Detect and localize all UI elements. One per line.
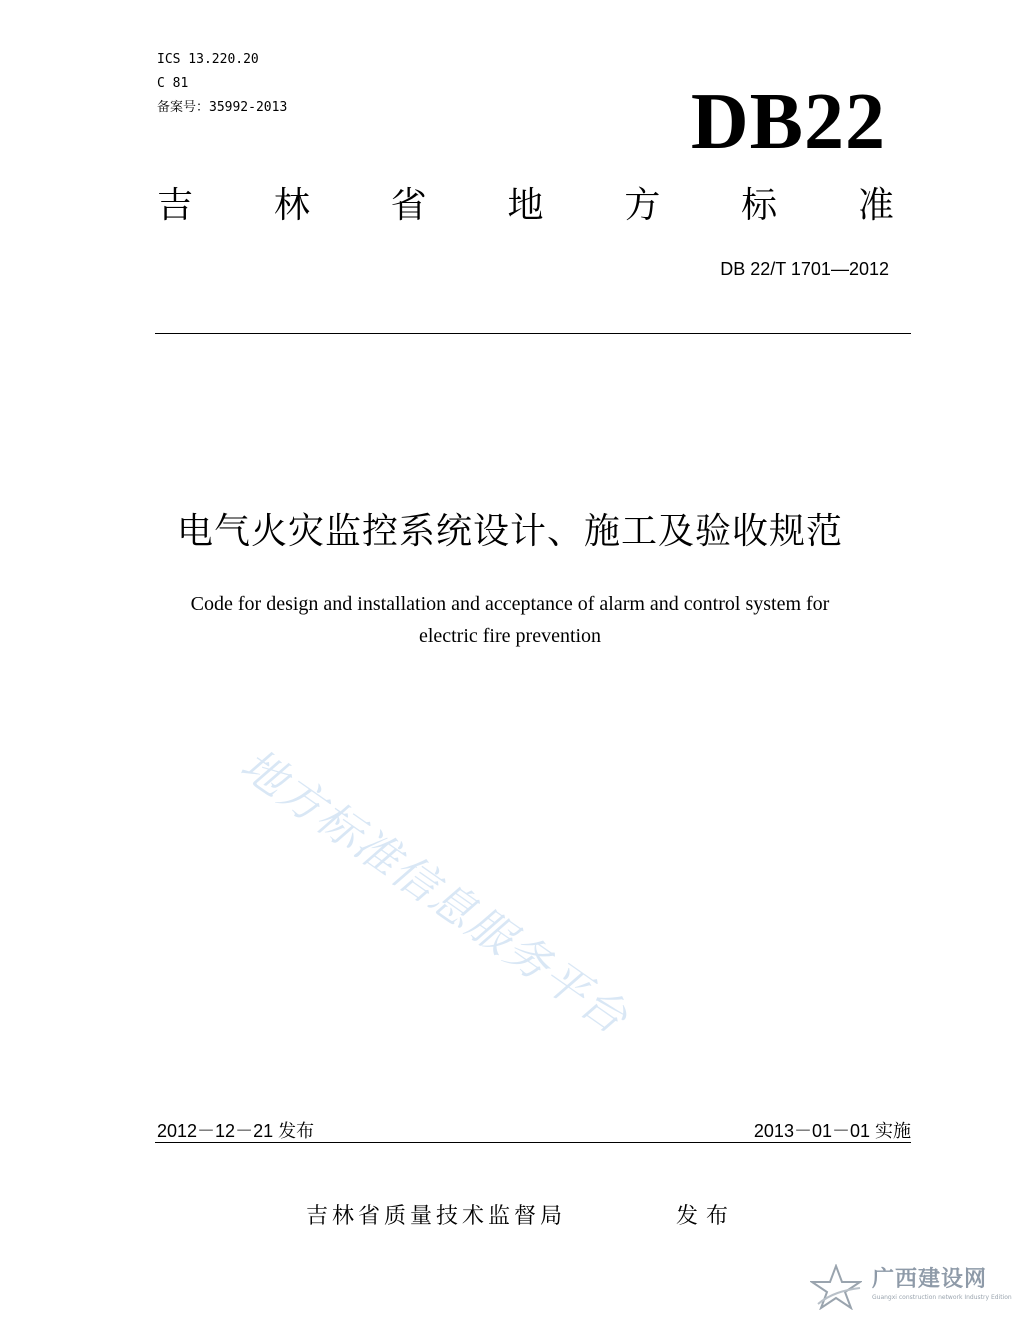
record-number: 备案号：35992-2013	[157, 100, 288, 115]
ics-code: ICS 13.220.20	[157, 52, 259, 67]
date-divider	[155, 1142, 911, 1143]
ccs-code: C 81	[157, 76, 189, 91]
standard-type-char: 方	[624, 185, 661, 226]
standard-type-char: 省	[390, 185, 427, 226]
issue-date: 2012－12－21 发布	[157, 1121, 315, 1141]
title-english-line-1: Code for design and installation and acceptance of alarm and control system for	[190, 593, 830, 615]
standard-type-char: 准	[857, 185, 894, 226]
title-chinese: 电气火灾监控系统设计、施工及验收规范	[176, 511, 843, 552]
standard-type-char: 吉	[157, 185, 194, 226]
header-divider	[155, 333, 911, 334]
issuer-verb: 发布	[676, 1204, 737, 1229]
standard-type-char: 标	[741, 185, 778, 226]
star-logo-icon	[810, 1264, 862, 1310]
site-name: 广西建设网	[872, 1266, 988, 1292]
watermark: 地方标准信息服务平台	[231, 739, 638, 1045]
db-code: DB22	[690, 78, 886, 166]
standard-type	[157, 184, 894, 228]
title-english-line-2: electric fire prevention	[418, 625, 602, 647]
issuer-name: 吉林省质量技术监督局	[306, 1204, 567, 1229]
site-subtitle: Guangxi construction network Industry Edition	[872, 1294, 1012, 1301]
standard-type-char: 林	[273, 185, 310, 226]
title-english	[120, 588, 900, 652]
standard-type-char: 地	[507, 185, 544, 226]
implementation-date: 2013－01－01 实施	[753, 1121, 911, 1141]
standard-number: DB 22/T 1701—2012	[720, 259, 889, 279]
site-logo	[800, 1262, 1010, 1312]
